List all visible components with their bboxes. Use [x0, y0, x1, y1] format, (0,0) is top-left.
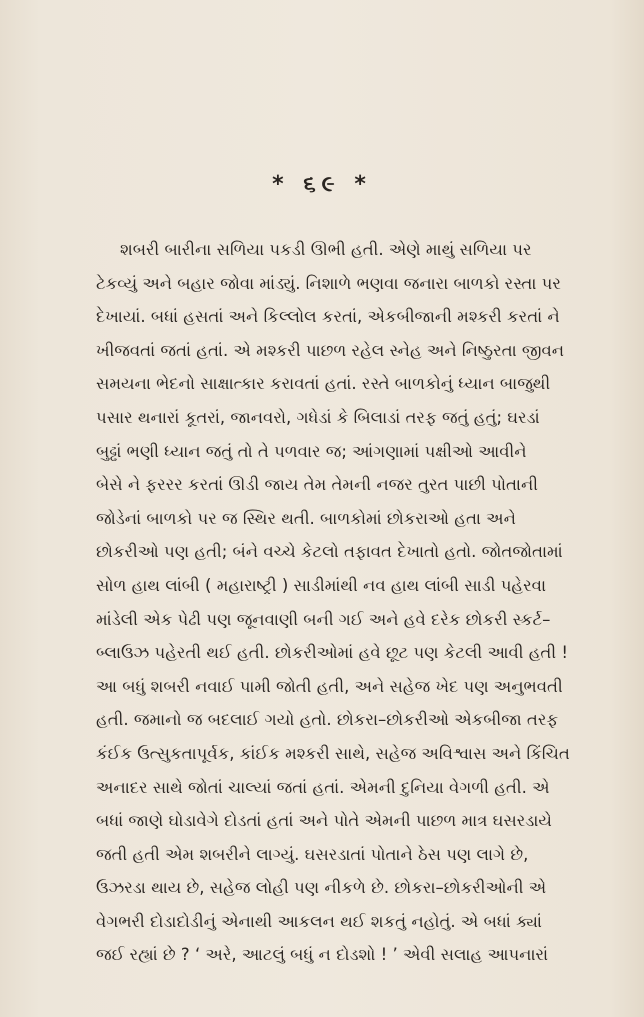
text-line: કંઈક ઉત્સુકતાપૂર્વક, કાંઈક મશ્કરી સાથે, સહેજ અવિશ્વાસ અને કિંચિત: [96, 743, 570, 763]
text-line: આ બધું શબરી નવાઈ પામી જોતી હતી, અને સહેજ ખેદ પણ અનુભવતી: [96, 676, 563, 696]
chapter-number-heading: * ૬૯ *: [272, 172, 372, 197]
text-line: બધાં જાણે ઘોડાવેગે દોડતાં હતાં અને પોતે એમની પાછળ માત્ર ઘસરડાયે: [96, 811, 552, 831]
text-line: જતી હતી એમ શબરીને લાગ્યું. ઘસરડાતાં પોતાને ઠેસ પણ લાગે છે,: [96, 844, 529, 864]
text-line: હતી. જમાનો જ બદલાઈ ગયો હતો. છોકરા–છોકરીઓ એકબીજા તરફ: [96, 710, 559, 730]
text-line: જોડેનાં બાળકો પર જ સ્થિર થતી. બાળકોમાં છોકરાઓ હતા અને: [96, 508, 516, 528]
text-line: ટેકવ્યું અને બહાર જોવા માંડ્યું. નિશાળે ભણવા જનારા બાળકો રસ્તા પર: [96, 273, 561, 293]
text-line: શબરી બારીના સળિયા પકડી ઊભી હતી. એણે માથું સળિયા પર: [120, 240, 532, 259]
text-line: ખીજવતાં જતાં હતાં. એ મશ્કરી પાછળ રહેલ સ્નેહ અને નિષ્ઠુરતા જીવન: [96, 340, 565, 360]
text-line: બુઢ્ઢાં ભણી ધ્યાન જતું તો તે પળવાર જ; આંગણામાં પક્ષીઓ આવીને: [96, 441, 527, 461]
text-line: બેસે ને ફરરર કરતાં ઊડી જાય તેમ તેમની નજર તુરત પાછી પોતાની: [96, 475, 538, 495]
text-line: પસાર થનારાં કૂતરાં, જાનવરો, ગધેડાં કે બિલાડાં તરફ જતું હતું; ઘરડાં: [96, 407, 540, 427]
text-line: છોકરીઓ પણ હતી; બંને વચ્ચે કેટલો તફાવત દેખાતો હતો. જોતજોતામાં: [96, 542, 563, 562]
text-line: સમયના ભેદનો સાક્ષાત્કાર કરાવતાં હતાં. રસ્તે બાળકોનું ધ્યાન બાજુથી: [96, 374, 551, 394]
text-line: વેગભરી દોડાદોડીનું એનાથી આકલન થઈ શકતું નહોતું. એ બધાં ક્યાં: [96, 911, 542, 931]
text-line: સોળ હાથ લાંબી ( મહારાષ્ટ્રી ) સાડીમાંથી નવ હાથ લાંબી સાડી પહેરવા: [96, 575, 546, 595]
text-line: બ્લાઉઝ પહેરતી થઈ હતી. છોકરીઓમાં હવે છૂટ પણ કેટલી આવી હતી !: [96, 643, 568, 663]
text-line: અનાદર સાથે જોતાં ચાલ્યાં જતાં હતાં. એમની દુનિયા વેગળી હતી. એ: [96, 777, 550, 797]
text-line: દેખાયાં. બધાં હસતાં અને કિલ્લોલ કરતાં, એકબીજાની મશ્કરી કરતાં ને: [96, 307, 560, 327]
text-line: ઉઝરડા થાય છે, સહેજ લોહી પણ નીકળે છે. છોકરા–છોકરીઓની એ: [96, 878, 547, 898]
text-line: માંડેલી એક પેઢી પણ જૂનવાણી બની ગઈ અને હવે દરેક છોકરી સ્કર્ટ–: [96, 609, 551, 629]
text-line: જઈ રહ્યાં છે ? ‘ અરે, આટલું બધું ન દોડશો ! ’ એવી સલાહ આપનારાં: [96, 945, 549, 965]
chapter-paragraph: [96, 233, 596, 972]
